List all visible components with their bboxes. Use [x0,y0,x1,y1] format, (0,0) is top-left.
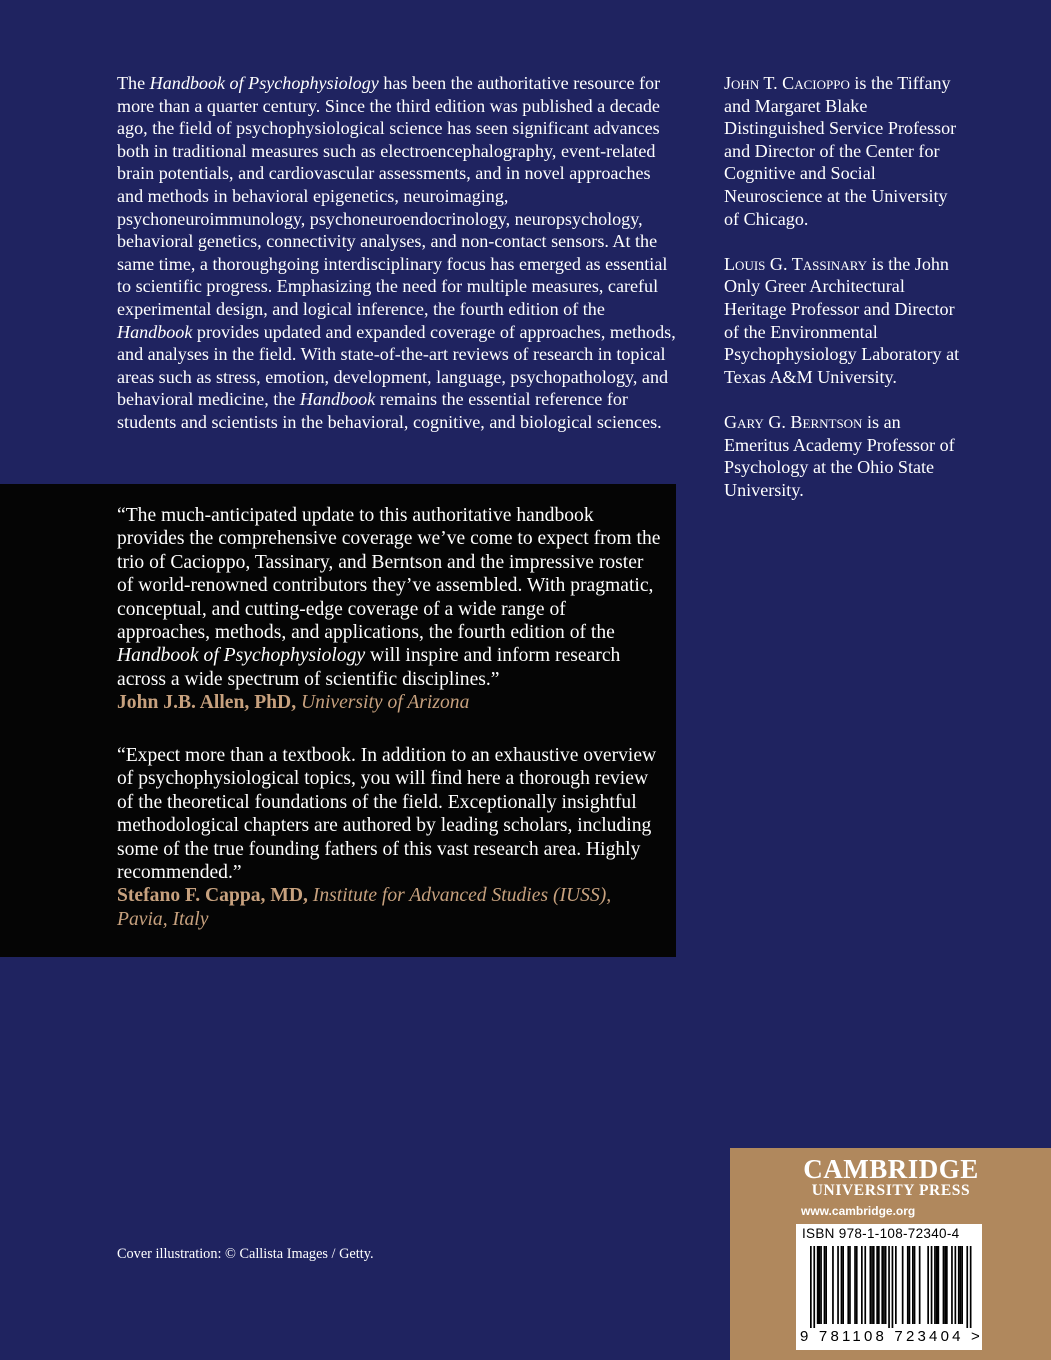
barcode-bar [944,1246,946,1324]
barcode-bar [824,1246,826,1324]
quote-attribution [117,692,469,713]
barcode-bar [936,1246,938,1324]
barcode-bar [885,1246,887,1324]
barcode-bar [847,1246,849,1324]
endorsements-box [0,484,676,957]
barcode-bar [854,1246,856,1324]
author-name: Louis G. Tassinary [724,253,868,274]
barcode-bar [943,1246,945,1324]
barcode-bar [934,1246,936,1324]
author-bio [724,411,964,501]
barcode-bar [919,1246,921,1324]
quote-text: “The much-anticipated update to this authoritative handbook provides the comprehensive coverage we’ve come to expect from the trio of Cacioppo, Tassinary, and Berntson and the impressive roster of world-renowned contributors they’ve assembled. With pragmatic, conceptual, and cutting-edge coverage of a wide range of approaches, methods, and applications, the fourth edition of the [117,505,661,644]
barcode-bar [951,1246,953,1324]
barcode-bar [961,1246,963,1324]
barcode-bar [820,1246,822,1324]
author-bio-text: is the John Only Greer Architectural Heritage Professor and Director of the Environmental Psychophysiology Laboratory at Texas A&M University. [724,253,960,387]
description-text: remains the essential reference for students and scientists in the behavioral, cognitive, and biological sciences. [117,389,662,432]
barcode-bar [888,1246,890,1328]
barcode-bar [849,1246,851,1324]
author-name: Gary G. Berntson [724,411,863,432]
barcode-bar [842,1246,844,1324]
isbn-label: ISBN 978-1-108-72340-4 [802,1226,960,1241]
barcode-bar [883,1246,885,1324]
barcode-bar [819,1246,821,1324]
barcode-bar [895,1246,897,1324]
barcode-bar [927,1246,929,1324]
barcode-bar [817,1246,819,1324]
description-text: has been the authoritative resource for more than a quarter century. Since the third edition was published a decade ago, the field of psychophysiological science has seen significant advances both in traditional measures such as electroencephalography, event-related brain potentials, and cardiovascular assessments, and in novel approaches and methods in behavioral epigenetics, neuroimaging, psychoneuroimmunology, psychoneuroendocrinology, neuropsychology, behavioral genetics, connectivity analyses, and non-contact sensors. At the same time, a thoroughgoing interdisciplinary focus has emerged as essential to scientific progress. Emphasizing the need for multiple measures, careful experimental design, and logical inference, the fourth edition of the [117,73,668,319]
barcode-bar [912,1246,914,1324]
barcode-bar [958,1246,960,1324]
description-title: Handbook [117,321,193,342]
barcode-bar [810,1246,812,1328]
publisher-logo-name: CAMBRIDGE [803,1154,979,1184]
endorsement-quote [117,504,662,715]
endorser-name: Stefano F. Cappa, MD, [117,885,308,907]
barcode-bar [873,1246,875,1324]
barcode-bar [966,1246,968,1328]
barcode-bar [876,1246,878,1324]
description-title: Handbook [299,389,376,410]
barcode-bar [856,1246,858,1324]
barcode-bar [870,1246,872,1324]
author-bio [724,253,964,389]
publisher-logo-press: UNIVERSITY PRESS [811,1182,971,1199]
barcode-bar [938,1246,940,1324]
description-title: Handbook of Psychophysiology [149,73,379,93]
barcode-bar [946,1246,948,1324]
barcode-bar [914,1246,916,1324]
publisher-url: www.cambridge.org [801,1204,916,1218]
author-bio-text: is the Tiffany and Margaret Blake Distinguished Service Professor and Director of the Center for Cognitive and Social Neuroscience at the University of Chicago. [724,73,957,229]
barcode-digits: 9 781108 723404 > [800,1328,983,1345]
barcode-bar [841,1246,843,1324]
endorsement-quote [117,744,662,931]
barcode-bar [864,1246,866,1324]
barcode-bar [861,1246,863,1324]
author-bio [724,72,964,230]
barcode-bar [955,1246,957,1324]
barcode-bar [970,1246,972,1328]
barcode-bar [909,1246,911,1324]
quote-title: Handbook of Psychophysiology [117,645,366,667]
description-text: provides updated and expanded coverage of approaches, methods, and analyses in the field. With state-of-the-art reviews of research in topical areas such as stress, emotion, development, language, psychopathology, and behavioral medicine, the [117,321,676,410]
barcode-bars [796,1242,982,1328]
barcode-bar [825,1246,827,1324]
barcode-bar [832,1246,834,1324]
description-text: The [117,73,150,93]
barcode-bar [931,1246,933,1324]
quote-text: “Expect more than a textbook. In addition to an exhaustive overview of psychophysiological topics, you will find here a thorough review of the theoretical foundations of the field. Exceptionally insightful methodological chapters are authored by leading scholars, including some of the true founding fathers of this vast research area. Highly recommended.” [117,745,657,884]
quote-text: will inspire and inform research across a wide spectrum of scientific disciplines.” [117,645,621,690]
author-name: John T. Cacioppo [724,73,850,93]
barcode-bar [881,1246,883,1324]
quote-attribution [117,885,611,929]
cover-credit: Cover illustration: © Callista Images / Getty. [117,1246,374,1262]
barcode-bar [907,1246,909,1324]
author-bios [724,72,964,524]
author-bio-text: is an Emeritus Academy Professor of Psychology at the Ohio State University. [724,411,955,500]
barcode-bar [892,1246,894,1328]
barcode-bar [871,1246,873,1324]
barcode [796,1224,982,1350]
barcode-bar [837,1246,839,1324]
endorser-affiliation: Institute for Advanced Studies (IUSS), Pavia, Italy [117,885,612,930]
barcode-bar [902,1246,904,1324]
endorser-affiliation: University of Arizona [301,692,470,714]
book-description [117,72,677,434]
barcode-bar [960,1246,962,1324]
barcode-bar [813,1246,815,1328]
barcode-bar [878,1246,880,1324]
publisher-panel [730,1148,1051,1360]
endorser-name: John J.B. Allen, PhD, [117,692,297,714]
